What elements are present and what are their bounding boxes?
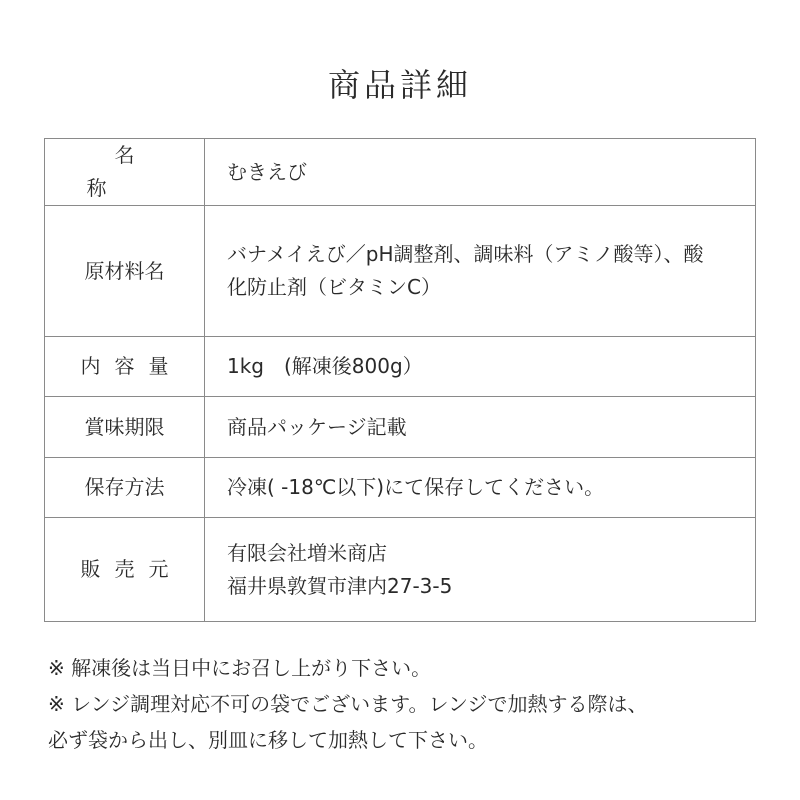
row-value-seller: [205, 518, 756, 622]
seller-company: 有限会社増米商店: [227, 540, 387, 565]
ingredients-line-2: 化防止剤（ビタミンC）: [227, 275, 441, 299]
row-label-seller: 販売元: [45, 518, 205, 622]
note-microwave-continued: 必ず袋から出し、別皿に移して加熱して下さい。: [48, 728, 488, 752]
row-value-storage: 冷凍( -18℃以下)にて保存してください。: [205, 458, 756, 518]
note-thawing: ※ 解凍後は当日中にお召し上がり下さい。: [48, 656, 432, 680]
seller-address: 福井県敦賀市津内27-3-5: [227, 573, 453, 598]
row-value-name: むきえび: [205, 139, 756, 206]
row-label-best-before: 賞味期限: [45, 397, 205, 458]
row-label-name: 名称: [45, 139, 205, 206]
page-title: 商品詳細: [327, 66, 472, 104]
table-row: [45, 337, 756, 397]
row-value-best-before: 商品パッケージ記載: [205, 397, 756, 458]
row-label-content-amount: 内容量: [45, 337, 205, 397]
product-detail-table: [44, 138, 756, 622]
notes: [48, 650, 768, 758]
table-row: [45, 206, 756, 337]
table-row: [45, 397, 756, 458]
table-row: [45, 518, 756, 622]
ingredients-line-1: バナメイえび／pH調整剤、調味料（アミノ酸等）、酸: [227, 242, 704, 266]
row-value-ingredients: [205, 206, 756, 337]
note-microwave: ※ レンジ調理対応不可の袋でございます。レンジで加熱する際は、: [48, 692, 648, 716]
row-label-ingredients: 原材料名: [45, 206, 205, 337]
row-label-storage: 保存方法: [45, 458, 205, 518]
table-row: [45, 139, 756, 206]
table-row: [45, 458, 756, 518]
row-value-content-amount: 1kg (解凍後800g）: [205, 337, 756, 397]
